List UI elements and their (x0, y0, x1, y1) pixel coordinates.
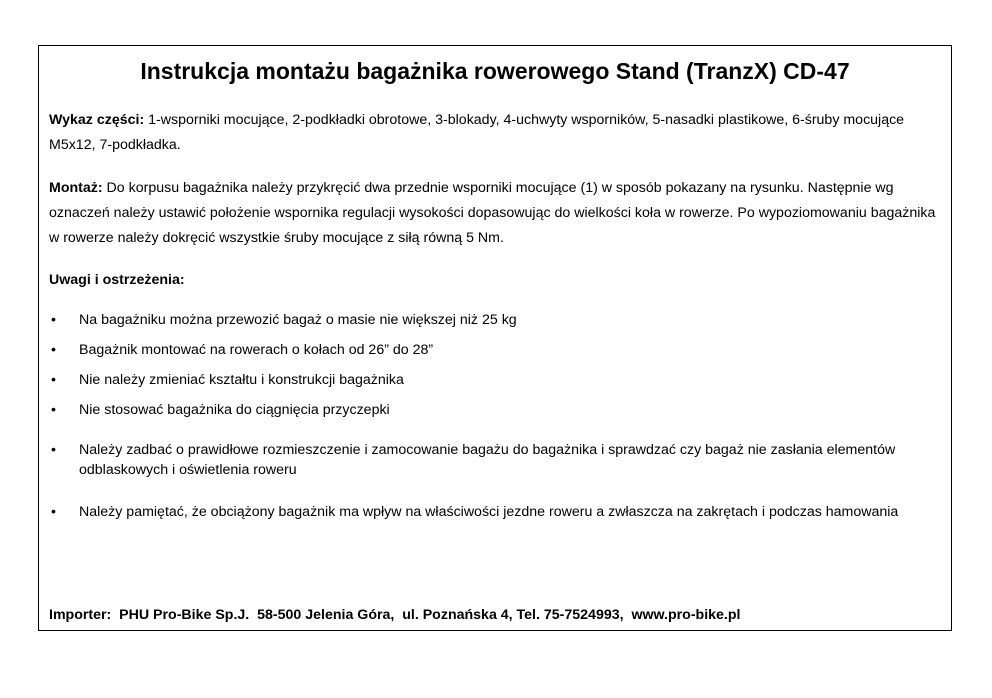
bullet-icon: • (51, 342, 56, 358)
bullet-icon: • (51, 504, 56, 520)
parts-list-label: Wykaz części: (49, 112, 145, 128)
bullet-icon: • (51, 402, 56, 418)
warnings-heading: Uwagi i ostrzeżenia: (49, 272, 185, 288)
warning-text: Nie należy zmieniać kształtu i konstrukcji bagażnika (79, 372, 404, 388)
assembly-paragraph (49, 176, 941, 251)
parts-list-text: 1-wsporniki mocujące, 2-podkładki obrotowe, 3-blokady, 4-uchwyty wsporników, 5-nasadki plastikowe, 6-śruby mocujące M5x12, 7-podkładka. (49, 112, 905, 153)
assembly-text: Do korpusu bagażnika należy przykręcić dwa przednie wsporniki mocujące (1) w sposób pokazany na rysunku. Następnie wg oznaczeń należy ustawić położenie wspornika regulacji wysokości dopasowując do wielkości koła w rowerze. Po wypoziomowaniu bagażnika w rowerze należy dokręcić wszystkie śruby mocujące z siłą równą 5 Nm. (49, 180, 936, 246)
warning-item (49, 400, 937, 420)
warning-text: Na bagażniku można przewozić bagaż o masie nie większej niż 25 kg (79, 312, 517, 328)
warning-item (49, 502, 937, 522)
warning-item (49, 310, 937, 330)
bullet-icon: • (51, 312, 56, 328)
warning-item (49, 340, 937, 360)
document-title: Instrukcja montażu bagażnika rowerowego Stand (TranzX) CD-47 (140, 58, 850, 84)
warning-text: Nie stosować bagażnika do ciągnięcia przyczepki (79, 402, 390, 418)
warning-text: Należy pamiętać, że obciążony bagażnik ma wpływ na właściwości jezdne roweru a zwłaszcza na zakrętach i podczas hamowania (79, 504, 899, 520)
bullet-icon: • (51, 372, 56, 388)
bullet-icon: • (51, 442, 56, 458)
instruction-frame (38, 45, 952, 631)
parts-list-paragraph (49, 108, 941, 158)
warning-text: Należy zadbać o prawidłowe rozmieszczenie i zamocowanie bagażu do bagażnika i sprawdzać czy bagaż nie zasłania elementów odblaskowych i oświetlenia roweru (79, 442, 896, 478)
warning-text: Bagażnik montować na rowerach o kołach od 26” do 28” (79, 342, 434, 358)
warning-item (49, 440, 937, 480)
assembly-label: Montaż: (49, 180, 103, 196)
importer-footer: Importer: PHU Pro-Bike Sp.J. 58-500 Jelenia Góra, ul. Poznańska 4, Tel. 75-7524993, www.pro-bike.pl (49, 607, 741, 623)
warning-item (49, 370, 937, 390)
